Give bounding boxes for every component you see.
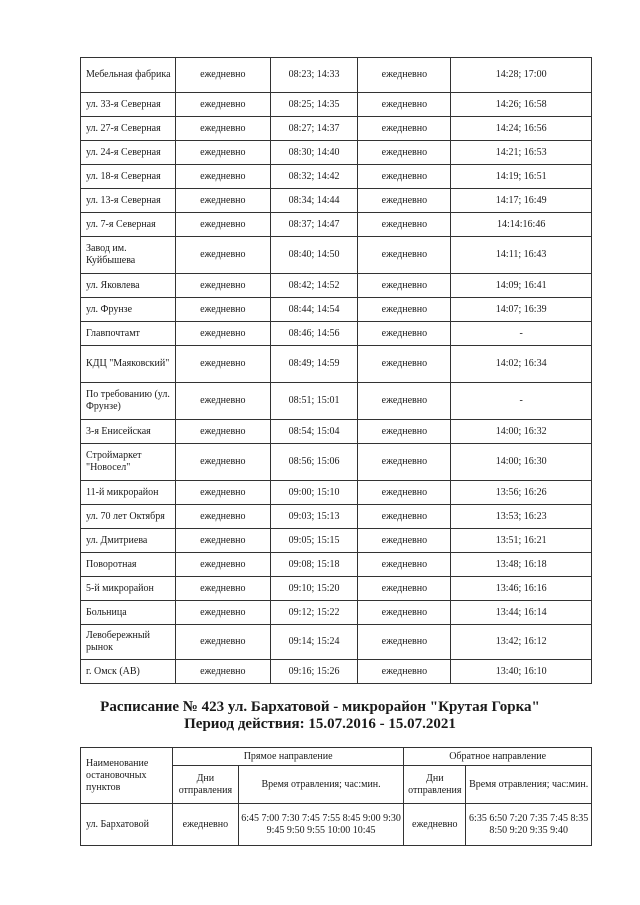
cell-stop: Завод им. Куйбышева <box>81 237 176 274</box>
table-row <box>81 213 592 237</box>
cell-days-backward: ежедневно <box>358 505 451 529</box>
cell-days-forward: ежедневно <box>172 804 238 846</box>
cell-time-backward: 14:07; 16:39 <box>451 298 592 322</box>
cell-time-forward: 09:00; 15:10 <box>270 481 358 505</box>
cell-time-backward: 13:56; 16:26 <box>451 481 592 505</box>
cell-time-backward: 14:26; 16:58 <box>451 93 592 117</box>
header-time-forward: Время отравления; час:мин. <box>238 766 403 804</box>
header-forward: Прямое направление <box>172 748 403 766</box>
header-time-backward: Время отравления; час:мин. <box>466 766 592 804</box>
cell-days-forward: ежедневно <box>175 529 270 553</box>
cell-days-forward: ежедневно <box>175 189 270 213</box>
cell-days-backward: ежедневно <box>358 117 451 141</box>
cell-stop: ул. 18-я Северная <box>81 165 176 189</box>
cell-days-backward: ежедневно <box>358 93 451 117</box>
cell-time-backward: 14:17; 16:49 <box>451 189 592 213</box>
cell-time-backward: 13:46; 16:16 <box>451 577 592 601</box>
cell-days-backward: ежедневно <box>358 189 451 213</box>
cell-time-forward: 08:37; 14:47 <box>270 213 358 237</box>
cell-stop: КДЦ "Маяковский" <box>81 346 176 383</box>
cell-time-forward: 08:51; 15:01 <box>270 383 358 420</box>
cell-stop: Мебельная фабрика <box>81 58 176 93</box>
cell-stop: Поворотная <box>81 553 176 577</box>
cell-days-forward: ежедневно <box>175 383 270 420</box>
cell-stop: Строймаркет "Новосел" <box>81 444 176 481</box>
cell-days-forward: ежедневно <box>175 420 270 444</box>
table-row <box>81 601 592 625</box>
cell-stop: 11-й микрорайон <box>81 481 176 505</box>
cell-days-forward: ежедневно <box>175 298 270 322</box>
cell-time-forward: 09:12; 15:22 <box>270 601 358 625</box>
cell-time-forward: 08:54; 15:04 <box>270 420 358 444</box>
cell-stop: Левобережный рынок <box>81 625 176 660</box>
cell-days-backward: ежедневно <box>404 804 466 846</box>
cell-days-forward: ежедневно <box>175 660 270 684</box>
header-stop-column: Наименование остановочных пунктов <box>81 748 173 804</box>
schedule-table-top <box>80 57 592 684</box>
cell-days-backward: ежедневно <box>358 625 451 660</box>
cell-days-forward: ежедневно <box>175 274 270 298</box>
table-row <box>81 444 592 481</box>
cell-time-backward: 14:21; 16:53 <box>451 141 592 165</box>
cell-days-forward: ежедневно <box>175 93 270 117</box>
cell-time-forward: 08:46; 14:56 <box>270 322 358 346</box>
table-row <box>81 553 592 577</box>
cell-days-forward: ежедневно <box>175 625 270 660</box>
cell-time-backward: 13:51; 16:21 <box>451 529 592 553</box>
cell-days-backward: ежедневно <box>358 213 451 237</box>
cell-days-backward: ежедневно <box>358 481 451 505</box>
cell-stop: ул. Яковлева <box>81 274 176 298</box>
cell-time-backward: 14:24; 16:56 <box>451 117 592 141</box>
schedule-title: Расписание № 423 ул. Бархатовой - микрорайон "Крутая Горка" <box>100 699 540 715</box>
table-row <box>81 237 592 274</box>
cell-time-backward: 13:48; 16:18 <box>451 553 592 577</box>
table-row <box>81 383 592 420</box>
cell-stop: ул. 27-я Северная <box>81 117 176 141</box>
cell-time-backward: - <box>451 383 592 420</box>
cell-days-backward: ежедневно <box>358 141 451 165</box>
table-row <box>81 420 592 444</box>
table-row <box>81 577 592 601</box>
cell-stop: ул. 33-я Северная <box>81 93 176 117</box>
cell-stop: ул. 7-я Северная <box>81 213 176 237</box>
cell-days-backward: ежедневно <box>358 660 451 684</box>
cell-time-forward: 09:05; 15:15 <box>270 529 358 553</box>
table-row <box>81 505 592 529</box>
cell-stop: ул. 70 лет Октября <box>81 505 176 529</box>
cell-time-backward: 14:09; 16:41 <box>451 274 592 298</box>
cell-time-forward: 09:03; 15:13 <box>270 505 358 529</box>
schedule-table-bottom <box>80 747 592 846</box>
cell-days-forward: ежедневно <box>175 346 270 383</box>
cell-time-backward: 13:42; 16:12 <box>451 625 592 660</box>
cell-time-forward: 09:08; 15:18 <box>270 553 358 577</box>
cell-stop: ул. 24-я Северная <box>81 141 176 165</box>
cell-time-backward: 14:19; 16:51 <box>451 165 592 189</box>
table-row <box>81 58 592 93</box>
cell-time-backward: 14:02; 16:34 <box>451 346 592 383</box>
cell-time-backward: 14:00; 16:30 <box>451 444 592 481</box>
table-row <box>81 625 592 660</box>
cell-time-backward: 14:14:16:46 <box>451 213 592 237</box>
cell-days-backward: ежедневно <box>358 444 451 481</box>
table-row <box>81 274 592 298</box>
cell-stop: По требованию (ул. Фрунзе) <box>81 383 176 420</box>
header-backward: Обратное направление <box>404 748 592 766</box>
cell-time-forward: 08:32; 14:42 <box>270 165 358 189</box>
cell-time-backward: - <box>451 322 592 346</box>
cell-days-forward: ежедневно <box>175 322 270 346</box>
cell-stop: ул. 13-я Северная <box>81 189 176 213</box>
cell-stop: Больница <box>81 601 176 625</box>
cell-days-forward: ежедневно <box>175 213 270 237</box>
cell-days-forward: ежедневно <box>175 481 270 505</box>
cell-days-backward: ежедневно <box>358 165 451 189</box>
table-row <box>81 165 592 189</box>
cell-days-forward: ежедневно <box>175 237 270 274</box>
cell-days-backward: ежедневно <box>358 601 451 625</box>
cell-days-forward: ежедневно <box>175 141 270 165</box>
cell-time-backward: 14:00; 16:32 <box>451 420 592 444</box>
table-row <box>81 298 592 322</box>
cell-days-forward: ежедневно <box>175 444 270 481</box>
cell-days-forward: ежедневно <box>175 117 270 141</box>
cell-time-backward: 13:40; 16:10 <box>451 660 592 684</box>
table-row <box>81 529 592 553</box>
cell-time-forward: 08:42; 14:52 <box>270 274 358 298</box>
table-row <box>81 141 592 165</box>
cell-days-forward: ежедневно <box>175 505 270 529</box>
table-row <box>81 93 592 117</box>
cell-days-backward: ежедневно <box>358 383 451 420</box>
cell-time-forward: 08:44; 14:54 <box>270 298 358 322</box>
cell-stop: Главпочтамт <box>81 322 176 346</box>
cell-time-forward: 09:10; 15:20 <box>270 577 358 601</box>
cell-days-backward: ежедневно <box>358 420 451 444</box>
cell-days-backward: ежедневно <box>358 58 451 93</box>
cell-time-forward: 08:40; 14:50 <box>270 237 358 274</box>
table-row <box>81 481 592 505</box>
cell-time-forward: 08:56; 15:06 <box>270 444 358 481</box>
cell-days-backward: ежедневно <box>358 577 451 601</box>
cell-time-backward: 13:53; 16:23 <box>451 505 592 529</box>
cell-days-forward: ежедневно <box>175 553 270 577</box>
cell-stop: ул. Бархатовой <box>81 804 173 846</box>
table-row <box>81 189 592 213</box>
cell-days-backward: ежедневно <box>358 346 451 383</box>
cell-time-backward: 14:28; 17:00 <box>451 58 592 93</box>
cell-time-forward: 08:23; 14:33 <box>270 58 358 93</box>
cell-days-backward: ежедневно <box>358 237 451 274</box>
table-row <box>81 322 592 346</box>
cell-stop: ул. Дмитриева <box>81 529 176 553</box>
cell-time-forward: 08:25; 14:35 <box>270 93 358 117</box>
schedule-period: Период действия: 15.07.2016 - 15.07.2021 <box>184 716 456 732</box>
cell-stop: г. Омск (АВ) <box>81 660 176 684</box>
cell-time-backward: 6:35 6:50 7:20 7:35 7:45 8:35 8:50 9:20 9:35 9:40 <box>466 804 592 846</box>
cell-time-forward: 08:27; 14:37 <box>270 117 358 141</box>
cell-days-forward: ежедневно <box>175 165 270 189</box>
cell-days-backward: ежедневно <box>358 298 451 322</box>
table-row <box>81 660 592 684</box>
cell-days-forward: ежедневно <box>175 577 270 601</box>
cell-stop: ул. Фрунзе <box>81 298 176 322</box>
cell-time-forward: 08:30; 14:40 <box>270 141 358 165</box>
cell-time-backward: 13:44; 16:14 <box>451 601 592 625</box>
cell-time-forward: 09:16; 15:26 <box>270 660 358 684</box>
cell-time-forward: 08:34; 14:44 <box>270 189 358 213</box>
header-days-backward: Дни отправления <box>404 766 466 804</box>
table-row <box>81 346 592 383</box>
cell-time-backward: 14:11; 16:43 <box>451 237 592 274</box>
cell-time-forward: 08:49; 14:59 <box>270 346 358 383</box>
cell-time-forward: 6:45 7:00 7:30 7:45 7:55 8:45 9:00 9:30 9:45 9:50 9:55 10:00 10:45 <box>238 804 403 846</box>
cell-days-backward: ежедневно <box>358 274 451 298</box>
cell-days-backward: ежедневно <box>358 529 451 553</box>
cell-days-forward: ежедневно <box>175 58 270 93</box>
cell-days-backward: ежедневно <box>358 553 451 577</box>
header-days-forward: Дни отправления <box>172 766 238 804</box>
cell-stop: 3-я Енисейская <box>81 420 176 444</box>
table-row <box>81 117 592 141</box>
cell-stop: 5-й микрорайон <box>81 577 176 601</box>
cell-days-forward: ежедневно <box>175 601 270 625</box>
cell-days-backward: ежедневно <box>358 322 451 346</box>
cell-time-forward: 09:14; 15:24 <box>270 625 358 660</box>
